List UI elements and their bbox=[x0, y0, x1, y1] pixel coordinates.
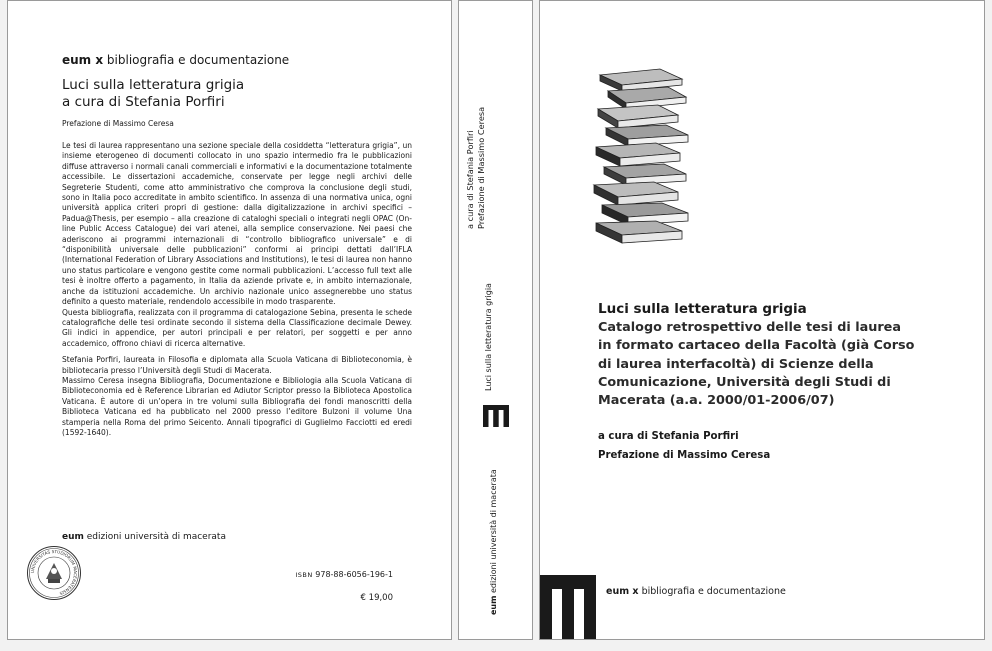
eum-logo-large-icon bbox=[540, 575, 596, 640]
bio-porfiri: Stefania Porfiri, laureata in Filosofia e diplomata alla Scuola Vaticana di Biblioteconomia, è bibliotecaria presso l’Università degli Studi di Macerata. bbox=[62, 355, 412, 375]
eum-logo-icon bbox=[483, 405, 509, 427]
front-subtitle-line: in formato cartaceo della Facoltà (già Corso bbox=[598, 338, 915, 354]
blurb-paragraph-1: Le tesi di laurea rappresentano una sezione speciale della cosiddetta “letteratura grigia”, un insieme eterogeneo di documenti collocato in uno spazio intermedio fra le pubblicazioni diffuse attraverso i normali canali commerciali e informativi e la documentazione totalmente accessibile. Le dissertazioni accademiche, conservate per legge negli archivi delle Segreterie Studenti, come atto amministrativo che comprova la conclusione degli studi, sono in Italia poco accreditate in ambito scientifico. In assenza di una normativa unica, ogni università applica criteri propri di gestione: dalla digitalizzazione in archivi specifici – Padua@Thesis, per esempio – alla creazione di cataloghi speciali o integrati negli OPAC (On-line Public Access Catalogue) dei vari atenei, alla semplice conservazione. Nei paesi che aderiscono ai programmi internazionali di “controllo bibliografico universale” e di “disponibilità universale delle pubblicazioni” conformi ai principi dettati dall’IFLA (International Federation of Library Associations and Institutions), le tesi di laurea non hanno uno status particolare e vengono gestite come normali pubblicazioni. L’accesso full text alle tesi è inoltre offerto a pagamento, in Italia da aziende private e, in ambito internazionale, anche da istituzioni accademiche. Un archivio nazionale unico assegnerebbe uno status definito a questo materiale, rendendolo accessibile in modo trasparente. bbox=[62, 141, 412, 307]
front-subtitle-line: Catalogo retrospettivo delle tesi di laurea bbox=[598, 320, 902, 335]
isbn bbox=[295, 570, 393, 579]
back-title: Luci sulla letteratura grigia bbox=[62, 77, 245, 93]
front-cover bbox=[539, 0, 985, 640]
front-editor: a cura di Stefania Porfiri bbox=[598, 431, 739, 442]
front-subtitle-line: di laurea interfacoltà) di Scienze della bbox=[598, 356, 874, 372]
spine bbox=[458, 0, 533, 640]
back-cover bbox=[7, 0, 452, 640]
back-publisher-brand: eum bbox=[62, 532, 84, 542]
front-subtitle bbox=[598, 319, 918, 410]
spine-publisher-name: edizioni università di macerata bbox=[489, 469, 498, 596]
front-preface: Prefazione di Massimo Ceresa bbox=[598, 450, 771, 461]
back-blurb bbox=[62, 141, 412, 444]
spine-editor: a cura di Stefania Porfiri bbox=[465, 130, 475, 229]
spine-preface: Prefazione di Massimo Ceresa bbox=[476, 106, 486, 229]
front-series-name: bibliografia e documentazione bbox=[638, 586, 786, 597]
book-stack-icon bbox=[590, 67, 694, 245]
front-series-brand: eum x bbox=[606, 586, 639, 597]
isbn-value: 978-88-6056-196-1 bbox=[312, 570, 393, 579]
front-title: Luci sulla letteratura grigia bbox=[598, 301, 807, 317]
front-subtitle-line: Comunicazione, Università degli Studi di bbox=[598, 374, 891, 390]
back-preface: Prefazione di Massimo Ceresa bbox=[62, 119, 174, 128]
spine-publisher-brand: eum bbox=[489, 595, 498, 615]
back-series-name: bibliografia e documentazione bbox=[103, 53, 290, 67]
university-seal-icon bbox=[26, 545, 82, 601]
spine-credits bbox=[465, 107, 487, 229]
back-series-brand: eum x bbox=[62, 53, 104, 67]
front-subtitle-line: Macerata (a.a. 2000/01-2006/07) bbox=[598, 393, 835, 409]
blurb-paragraph-2: Questa bibliografia, realizzata con il programma di catalogazione Sebina, presenta le schede catalografiche delle tesi ordinate secondo il sistema della Classificazione decimale Dewey. Gli indici in appendice, per autori principali e per relatori, per soggetti e per anno accademico, offrono chiavi di ricerca alternative. bbox=[62, 307, 412, 348]
back-publisher bbox=[62, 532, 226, 542]
front-series-line bbox=[606, 586, 786, 597]
isbn-label: ISBN bbox=[295, 571, 313, 579]
back-publisher-name: edizioni università di macerata bbox=[83, 532, 226, 542]
price: € 19,00 bbox=[360, 593, 393, 603]
back-series-line bbox=[62, 53, 289, 67]
spine-title: Luci sulla letteratura grigia bbox=[484, 283, 493, 391]
back-title-block bbox=[62, 77, 244, 111]
bio-ceresa: Massimo Ceresa insegna Bibliografia, Documentazione e Bibliologia alla Scuola Vaticana di Biblioteconomia ed è Reference Librarian ed Adiutor Scriptor presso la Biblioteca Apostolica Vaticana. È autore di un’opera in tre volumi sulla Bibliografia dei fondi manoscritti della Biblioteca Vaticana ed ha pubblicato nel 2000 presso l’editore Bulzoni il volume Una stamperia nella Roma del primo Seicento. Annali tipografici di Guglielmo Facciotti ed eredi (1592-1640). bbox=[62, 375, 412, 437]
seal-text: UNIVERSITAS STUDIORUM MACERATENSIS bbox=[29, 548, 79, 597]
spine-publisher bbox=[489, 469, 498, 615]
back-editor: a cura di Stefania Porfiri bbox=[62, 94, 225, 110]
